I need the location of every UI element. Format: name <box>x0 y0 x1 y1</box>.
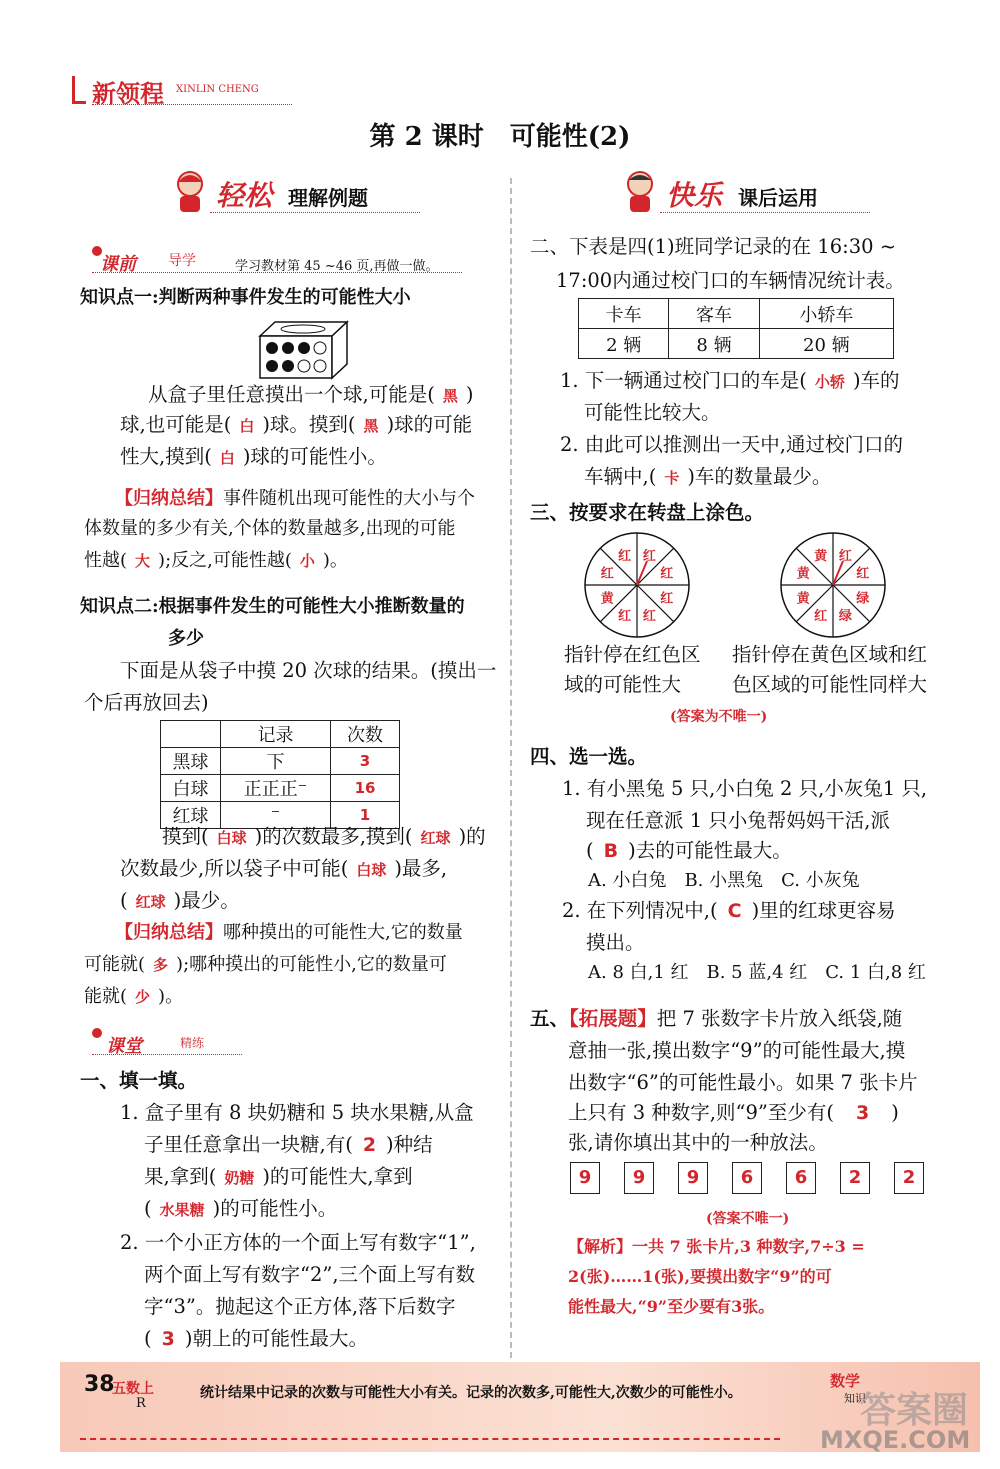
kp1-title: 知识点一:判断两种事件发生的可能性大小 <box>80 287 411 308</box>
q4-s2-options: A. 8 白,1 红 B. 5 蓝,4 红 C. 1 白,8 红 <box>588 962 926 983</box>
table-cell: 8 辆 <box>669 329 759 359</box>
q2-s1-line2: 可能性比较大。 <box>584 401 721 424</box>
number-card: 6 <box>786 1162 816 1194</box>
wheel-sector-label: 红 <box>618 549 632 565</box>
answer: 白球 <box>216 829 247 847</box>
table-cell: 2 辆 <box>579 329 669 359</box>
text: 次数最少,所以袋子中可能( <box>120 857 349 880</box>
left-section-title: 轻松 <box>216 179 273 212</box>
answer: B <box>603 840 619 862</box>
q4-s1-line1: 1. 有小黑兔 5 只,小白兔 2 只,小灰兔1 只, <box>562 777 928 800</box>
table-cell: 20 辆 <box>759 329 893 359</box>
table-header: 记录 <box>221 721 331 748</box>
table-row <box>579 329 894 359</box>
table-cell: ⁻ <box>221 802 331 829</box>
summary2-line3 <box>84 982 183 1012</box>
number-card: 6 <box>732 1162 762 1194</box>
extension-tag: 【拓展题】 <box>569 1007 657 1030</box>
text: 摸到( <box>162 825 209 848</box>
wheel-sector-label: 红 <box>618 608 632 624</box>
footer-dotted-line <box>80 1438 780 1440</box>
tally-table <box>160 720 400 829</box>
kq-note: 学习教材第 45 ~46 页,再做一做。 <box>235 259 439 274</box>
brand-pinyin: XINLIN CHENG <box>176 84 259 95</box>
text: )球。摸到( <box>262 413 356 436</box>
text: )去的可能性最大。 <box>628 839 792 862</box>
subject-sub: 知识 <box>844 1392 866 1405</box>
text: ( <box>120 889 128 912</box>
table-cell: 16 <box>331 775 400 802</box>
text: 体数量的多少有关,个体的数量越多,出现的可能 <box>84 518 456 539</box>
kq-tag <box>92 248 152 274</box>
table-row <box>161 721 400 748</box>
kt-tag-label: 课堂 <box>106 1036 142 1057</box>
q4-s1-options: A. 小白兔 B. 小黑兔 C. 小灰兔 <box>588 870 860 891</box>
watermark-url: MXQE.COM <box>820 1426 971 1454</box>
q3-title: 三、按要求在转盘上涂色。 <box>530 501 765 524</box>
text: 可能就( <box>84 954 146 975</box>
text: 性越( <box>84 550 128 571</box>
table-header: 次数 <box>331 721 400 748</box>
q1-2-line4 <box>144 1324 368 1354</box>
q2-line2: 17:00内通过校门口的车辆情况统计表。 <box>556 269 905 292</box>
table-header: 客车 <box>669 299 759 329</box>
kp2-line2 <box>120 854 447 885</box>
wheel-sector-label: 红 <box>642 608 656 624</box>
q3-caption1-line2: 域的可能性大 <box>564 673 682 696</box>
table-row <box>161 775 400 802</box>
q1-2-line3: 字“3”。抛起这个正方体,落下后数字 <box>144 1295 456 1318</box>
wheel-sector-label: 红 <box>856 566 870 582</box>
answer: 红球 <box>420 829 451 847</box>
q5-note: (答案不唯一) <box>706 1211 790 1227</box>
text: 能就( <box>84 986 128 1007</box>
summary-tag: 【归纳总结】 <box>115 922 223 943</box>
answer: 少 <box>135 988 151 1006</box>
page-number: 38 <box>84 1372 115 1397</box>
subject-label: 数学 <box>830 1372 861 1390</box>
spinner-wheel-2 <box>778 530 888 640</box>
q5-line5: 张,请你填出其中的一种放法。 <box>568 1131 828 1154</box>
text: 从盒子里任意摸出一个球,可能是( <box>148 383 435 406</box>
right-section-title: 快乐 <box>666 179 723 212</box>
number-cards <box>570 1162 940 1198</box>
answer: C <box>727 900 742 922</box>
q4-title: 四、选一选。 <box>530 745 648 768</box>
answer: 小 <box>299 552 315 570</box>
text: 上只有 3 种数字,则“9”至少有( <box>568 1101 834 1124</box>
kq-tag-underline <box>92 272 462 273</box>
text: 2. 在下列情况中,( <box>562 899 718 922</box>
text: );反之,可能性越( <box>158 550 292 571</box>
answer: 黑 <box>442 387 458 405</box>
wheel-sector-label: 红 <box>600 566 614 582</box>
column-divider <box>510 178 512 1358</box>
text: )的可能性小。 <box>212 1197 338 1220</box>
footer-band <box>60 1362 980 1452</box>
text: 把 7 张数字卡片放入纸袋,随 <box>656 1007 903 1030</box>
text: ) <box>465 383 474 406</box>
wheel-sector-label: 红 <box>660 566 674 582</box>
text: );哪种摸出的可能性小,它的数量可 <box>176 954 447 975</box>
q1-1-line1: 1. 盒子里有 8 块奶糖和 5 块水果糖,从盒 <box>120 1101 474 1124</box>
q5-line4 <box>568 1098 899 1128</box>
answer: 2 <box>362 1134 377 1156</box>
q5-explain2: 2(张)……1(张),要摸出数字“9”的可 <box>568 1267 832 1286</box>
kp1-line3 <box>120 442 387 473</box>
brand-name: 新领程 <box>92 79 164 108</box>
q3-caption2-line1: 指针停在黄色区域和红 <box>732 643 928 666</box>
vehicle-table <box>578 298 894 359</box>
kp2-title-cont: 多少 <box>168 628 204 649</box>
text: 车辆中,( <box>584 465 657 488</box>
table-cell: 3 <box>331 748 400 775</box>
q1-1-line3 <box>144 1162 413 1193</box>
text: )。 <box>158 986 184 1007</box>
brand-underline <box>92 104 292 105</box>
text: )球的可能性小。 <box>242 445 387 468</box>
text: 事件随机出现可能性的大小与个 <box>223 488 475 509</box>
text: 球,也可能是( <box>120 413 232 436</box>
kq-sub: 导学 <box>168 253 196 269</box>
answer: 白 <box>219 449 235 467</box>
kp1-line1 <box>148 380 473 411</box>
table-cell: 正正正⁻ <box>221 775 331 802</box>
kq-tag-label: 课前 <box>100 254 136 275</box>
answer: 3 <box>161 1328 175 1350</box>
number-card: 9 <box>570 1162 600 1194</box>
text: )球的可能 <box>386 413 473 436</box>
text: )最多, <box>394 857 448 880</box>
text: )里的红球更容易 <box>751 899 896 922</box>
q5-explain1: 【解析】一共 7 张卡片,3 种数字,7÷3 = <box>568 1237 865 1256</box>
q1-2-line2: 两个面上写有数字“2”,三个面上写有数 <box>144 1263 476 1286</box>
wheel-sector-label: 红 <box>642 549 656 565</box>
q1-1-line2 <box>144 1130 433 1160</box>
answer: 白球 <box>356 861 387 879</box>
answer: 小轿 <box>814 373 845 391</box>
number-card: 2 <box>840 1162 870 1194</box>
text: 1. 下一辆通过校门口的车是( <box>560 369 807 392</box>
right-section-subtitle: 课后运用 <box>738 186 818 210</box>
q4-s2-line2: 摸出。 <box>586 931 645 954</box>
answer: 多 <box>153 956 169 974</box>
right-section-underline <box>660 212 870 213</box>
q1-title: 一、填一填。 <box>80 1069 198 1092</box>
answer: 白 <box>239 417 255 435</box>
girl-icon <box>170 168 210 214</box>
summary1-line1 <box>115 484 475 514</box>
q4-s2-line1 <box>562 896 896 926</box>
left-section-header <box>170 168 420 218</box>
spinner-wheel-1 <box>582 530 692 640</box>
text: )的次数最多,摸到( <box>254 825 413 848</box>
summary2-line1 <box>115 918 463 948</box>
kt-tag <box>92 1030 152 1056</box>
text: )的 <box>458 825 486 848</box>
left-section-underline <box>210 212 420 213</box>
text: 性大,摸到( <box>120 445 212 468</box>
answer: 大 <box>135 552 151 570</box>
table-row <box>579 299 894 329</box>
ball-box-illustration <box>255 318 345 378</box>
right-section-header <box>620 168 870 218</box>
q3-caption2-line2: 色区域的可能性同样大 <box>732 673 928 696</box>
wheel-sector-label: 红 <box>838 549 852 565</box>
q1-1-line4 <box>144 1194 337 1225</box>
kp2-intro1: 下面是从袋子中摸 20 次球的结果。(摸出一 <box>120 659 497 682</box>
table-cell: 黑球 <box>161 748 221 775</box>
text: ( <box>144 1197 152 1220</box>
q5-line3: 出数字“6”的可能性最小。如果 7 张卡片 <box>568 1071 918 1094</box>
brand-bracket-icon <box>72 76 86 104</box>
table-cell: 红球 <box>161 802 221 829</box>
q5-line2: 意抽一张,摸出数字“9”的可能性最大,摸 <box>568 1039 906 1062</box>
wheel-sector-label: 黄 <box>814 549 828 565</box>
kt-sub: 精练 <box>180 1036 205 1050</box>
boy-icon <box>620 168 660 214</box>
answer: 黑 <box>363 417 379 435</box>
table-cell: 白球 <box>161 775 221 802</box>
answer: 3 <box>855 1102 870 1124</box>
text: 果,拿到( <box>144 1165 217 1188</box>
kp2-title: 知识点二:根据事件发生的可能性大小推断数量的 <box>80 596 465 617</box>
q5-line1 <box>530 1004 902 1034</box>
kp2-intro2: 个后再放回去) <box>84 691 209 714</box>
wheel-sector-label: 黄 <box>600 591 614 607</box>
footer-tip: 统计结果中记录的次数与可能性大小有关。记录的次数多,可能性大,次数少的可能性小。 <box>200 1385 742 1401</box>
kp2-line3 <box>120 886 240 917</box>
kp1-line2 <box>120 410 472 441</box>
text: )。 <box>322 550 348 571</box>
q1-2-line1: 2. 一个小正方体的一个面上写有数字“1”, <box>120 1231 476 1254</box>
table-header <box>161 721 221 748</box>
text: )车的数量最少。 <box>687 465 832 488</box>
text: ( <box>144 1327 152 1350</box>
q4-s1-line2: 现在任意派 1 只小兔帮妈妈干活,派 <box>586 809 891 832</box>
table-header: 卡车 <box>579 299 669 329</box>
left-section-subtitle: 理解例题 <box>288 186 368 210</box>
table-cell: 1 <box>331 802 400 829</box>
answer: 奶糖 <box>224 1169 255 1187</box>
q2-s1-line1 <box>560 366 900 397</box>
summary2-line2 <box>84 950 447 980</box>
watermark-logo: 答案圈 <box>860 1389 969 1431</box>
text: ( <box>586 839 594 862</box>
q5-explain3: 能性最大,“9”至少要有3张。 <box>568 1297 775 1316</box>
text: )朝上的可能性最大。 <box>184 1327 368 1350</box>
table-cell: 下 <box>221 748 331 775</box>
q3-caption1-line1: 指针停在红色区 <box>564 643 701 666</box>
answer: 红球 <box>135 893 166 911</box>
wheel-sector-label: 绿 <box>838 608 852 624</box>
text: 五、 <box>530 1007 570 1030</box>
q2-s2-line2 <box>584 462 831 493</box>
summary-tag: 【归纳总结】 <box>115 488 223 509</box>
table-row <box>161 748 400 775</box>
wheel-sector-label: 黄 <box>796 591 810 607</box>
table-header: 小轿车 <box>759 299 893 329</box>
brand-header <box>72 72 312 108</box>
text: )种结 <box>386 1133 433 1156</box>
number-card: 2 <box>894 1162 924 1194</box>
q2-line1: 二、下表是四(1)班同学记录的在 16:30 ~ <box>530 235 897 258</box>
answer: 水果糖 <box>159 1201 205 1219</box>
tag-dot-icon <box>92 1028 102 1038</box>
text: ) <box>891 1101 899 1124</box>
wheel-sector-label: 红 <box>660 591 674 607</box>
kt-tag-underline <box>92 1054 242 1055</box>
edition-label: R <box>136 1396 146 1411</box>
summary1-line2 <box>84 514 455 544</box>
page-title: 第 2 课时 可能性(2) <box>369 122 631 152</box>
text: 子里任意拿出一块糖,有( <box>144 1133 353 1156</box>
text: 哪种摸出的可能性大,它的数量 <box>223 922 463 943</box>
summary1-line3 <box>84 546 348 576</box>
q2-s2-line1: 2. 由此可以推测出一天中,通过校门口的 <box>560 433 904 456</box>
number-card: 9 <box>624 1162 654 1194</box>
wheel-sector-label: 黄 <box>796 566 810 582</box>
wheel-sector-label: 红 <box>814 608 828 624</box>
kp2-line1 <box>162 822 486 853</box>
answer: 卡 <box>664 469 680 487</box>
grade-label: 五数上 <box>112 1381 154 1397</box>
text: )最少。 <box>173 889 240 912</box>
q3-note: (答案为不唯一) <box>670 709 768 725</box>
number-card: 9 <box>678 1162 708 1194</box>
q4-s1-line3 <box>586 836 792 866</box>
text: )的可能性大,拿到 <box>262 1165 413 1188</box>
text: )车的 <box>852 369 900 392</box>
wheel-sector-label: 绿 <box>856 591 870 607</box>
